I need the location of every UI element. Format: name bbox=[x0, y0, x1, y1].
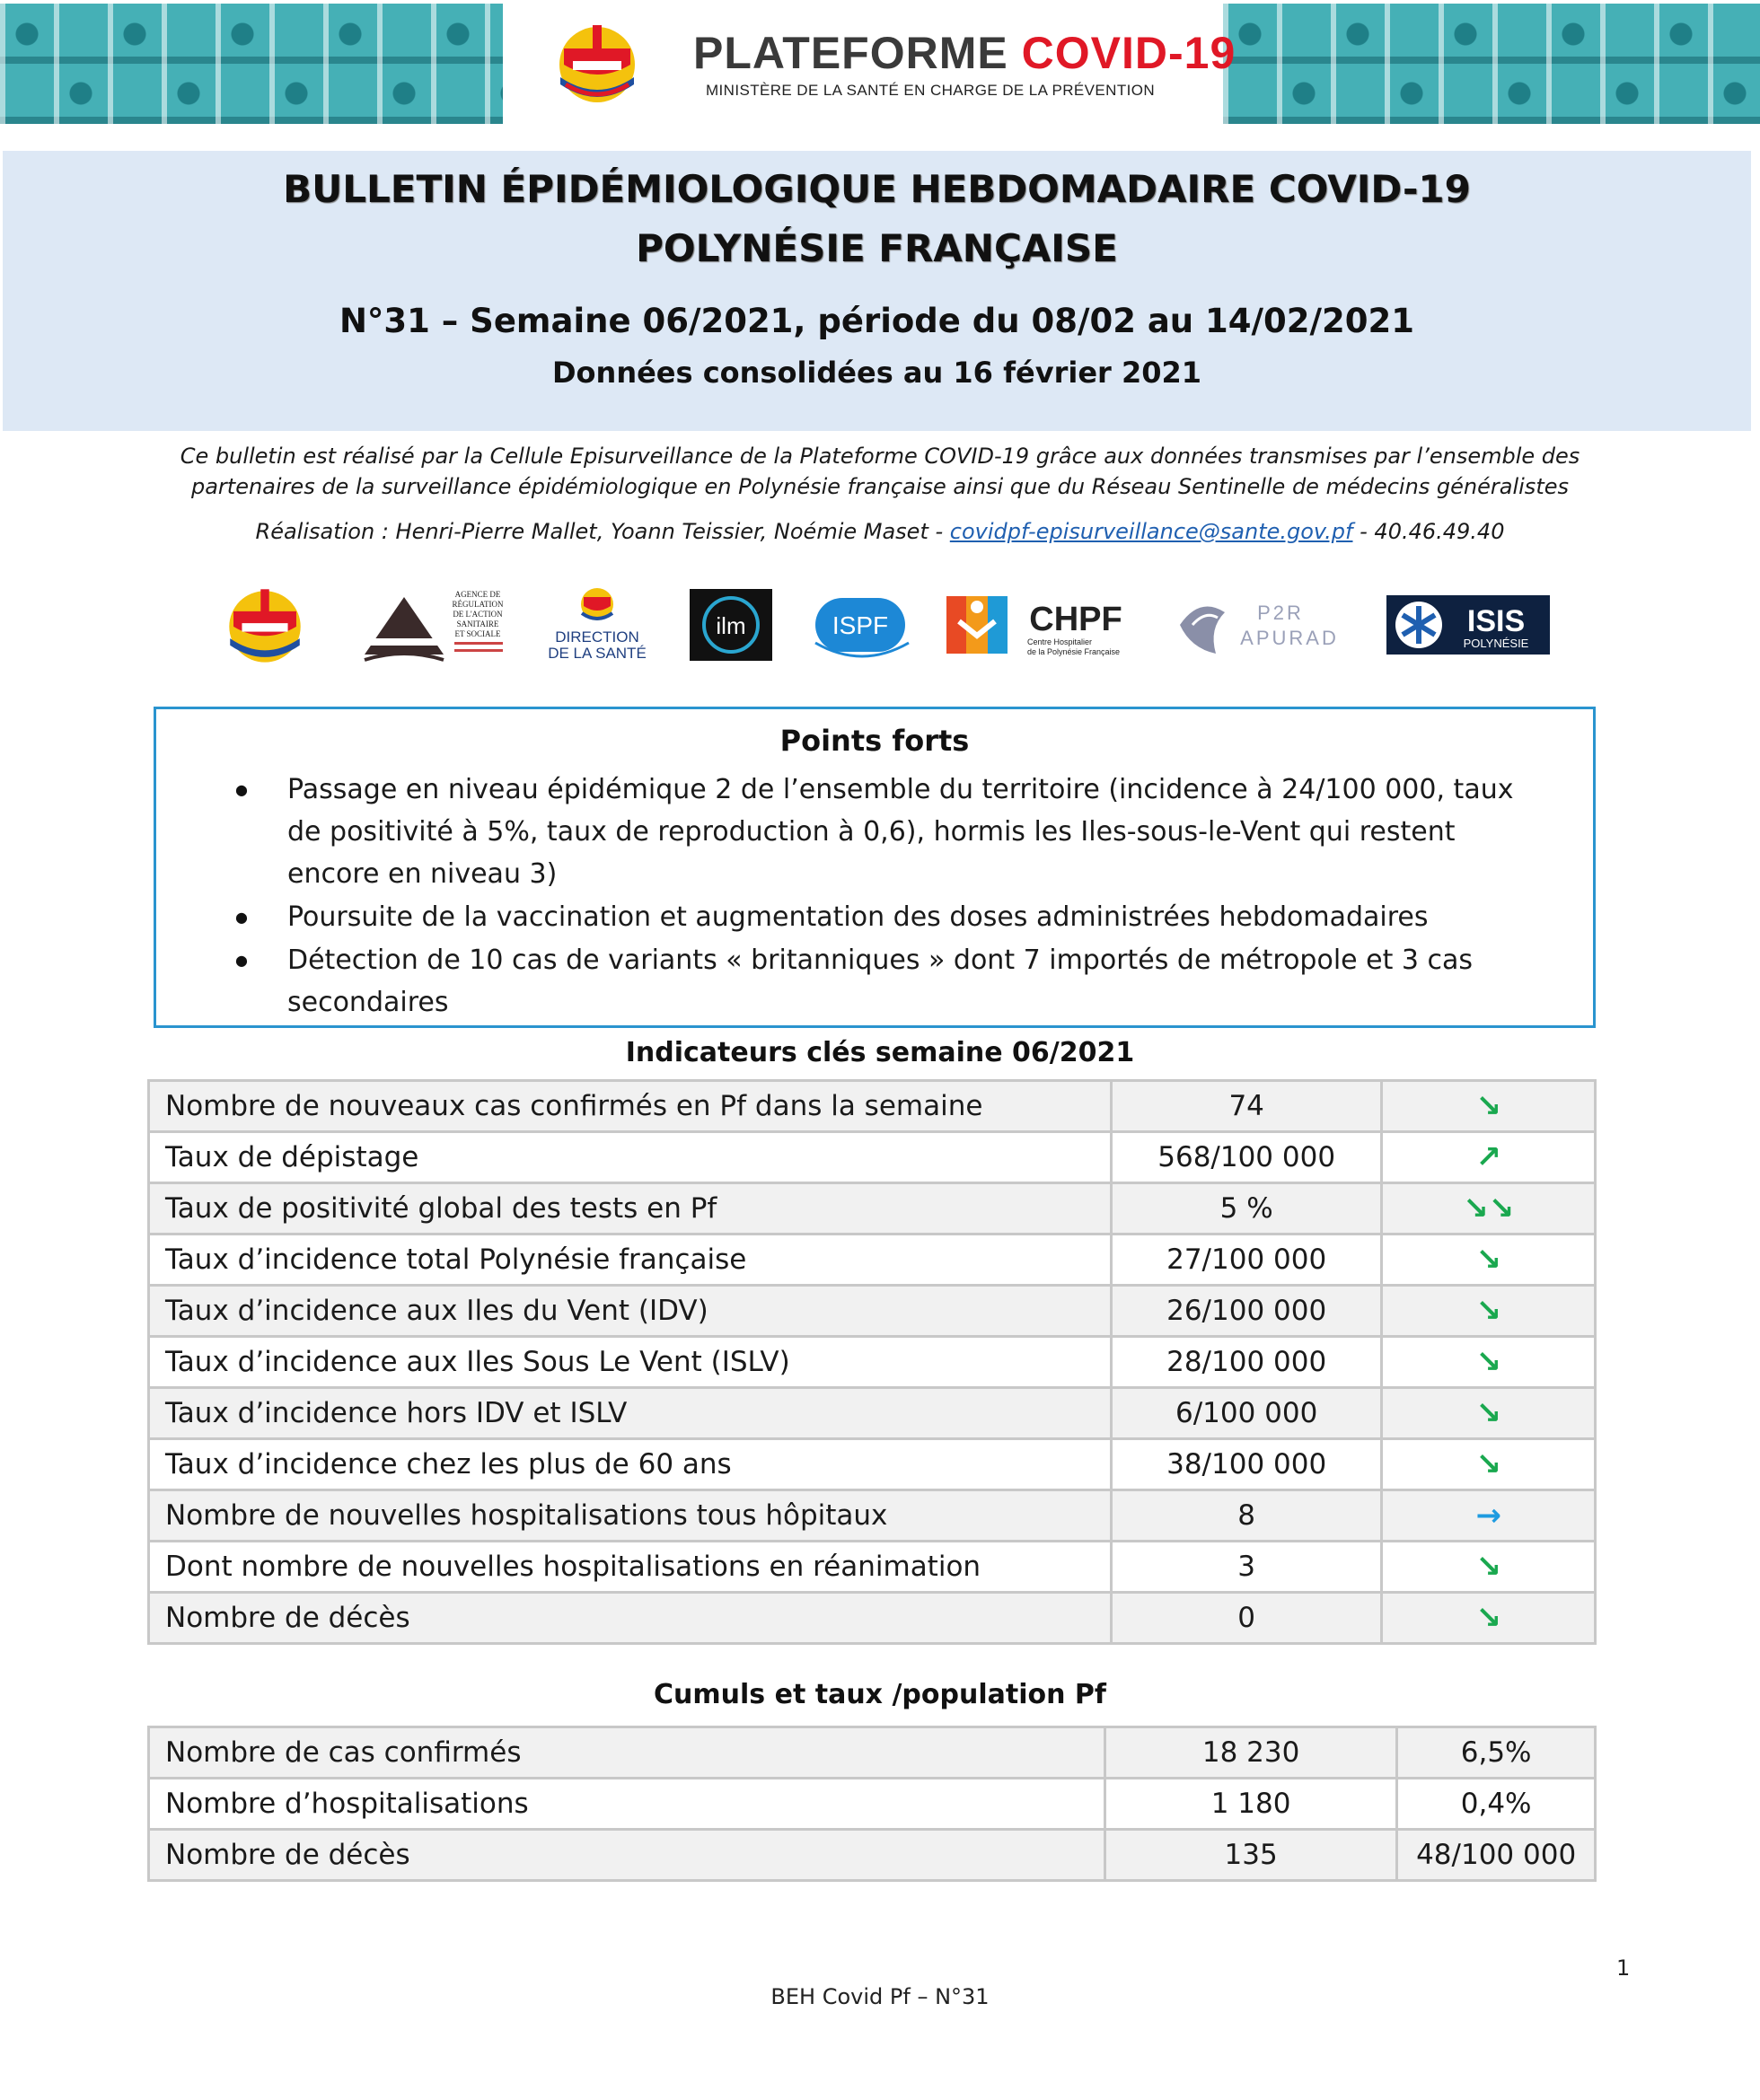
table-row bbox=[149, 1081, 1596, 1132]
chpf-text: CHPF bbox=[1029, 601, 1122, 638]
table-row bbox=[149, 1830, 1596, 1881]
indicator-value: 38/100 000 bbox=[1111, 1439, 1382, 1490]
trend-arrow-icon: ↘ bbox=[1475, 1446, 1501, 1482]
trend-arrow-icon: ↘ bbox=[1475, 1600, 1501, 1636]
ilm-text: ilm bbox=[716, 612, 746, 639]
trend-arrow-icon: ↗ bbox=[1475, 1139, 1501, 1175]
indicator-value: 26/100 000 bbox=[1111, 1286, 1382, 1337]
tapa-pattern-right bbox=[1223, 4, 1760, 124]
credits-suffix: - 40.46.49.40 bbox=[1352, 519, 1505, 544]
cumul-rate: 6,5% bbox=[1397, 1727, 1596, 1779]
trend-cell bbox=[1382, 1542, 1596, 1593]
header-banner bbox=[0, 0, 1760, 126]
table-row bbox=[149, 1542, 1596, 1593]
cumul-value: 135 bbox=[1104, 1830, 1396, 1881]
indicator-label: Taux d’incidence chez les plus de 60 ans bbox=[149, 1439, 1112, 1490]
points-forts-box bbox=[154, 707, 1596, 1028]
trend-cell bbox=[1382, 1183, 1596, 1235]
trend-cell bbox=[1382, 1593, 1596, 1644]
indicator-value: 568/100 000 bbox=[1111, 1132, 1382, 1183]
trend-cell bbox=[1382, 1490, 1596, 1542]
indicator-value: 3 bbox=[1111, 1542, 1382, 1593]
arass-text-5: ET SOCIALE bbox=[454, 629, 501, 638]
cumul-value: 18 230 bbox=[1104, 1727, 1396, 1779]
points-forts-list bbox=[156, 769, 1553, 1024]
trend-arrow-icon: ↘ bbox=[1475, 1088, 1501, 1124]
points-forts-title: Points forts bbox=[779, 724, 970, 758]
bulletin-title-line1: BULLETIN ÉPIDÉMIOLOGIQUE HEBDOMADAIRE COVID-19 bbox=[283, 167, 1471, 211]
trend-cell bbox=[1382, 1286, 1596, 1337]
ispf-icon bbox=[808, 589, 916, 661]
indicator-label: Dont nombre de nouvelles hospitalisations en réanimation bbox=[149, 1542, 1112, 1593]
points-forts-item: ● Passage en niveau épidémique 2 de l’ensemble du territoire (incidence à 24/100 000, taux de positivité à 5%, taux de reproduction à 0,6), hormis les Iles-sous-le-Vent qui restent encore en niveau 3) bbox=[287, 769, 1553, 895]
polynesia-coat-of-arms-logo bbox=[216, 584, 314, 666]
chpf-logo bbox=[945, 584, 1142, 666]
apurad-bottom-text: APURAD bbox=[1240, 627, 1339, 649]
direction-sante-icon bbox=[539, 584, 656, 665]
chpf-icon bbox=[945, 589, 1142, 661]
indicator-label: Nombre de décès bbox=[149, 1593, 1112, 1644]
indicator-value: 6/100 000 bbox=[1111, 1388, 1382, 1439]
arass-text-4: SANITAIRE bbox=[456, 619, 499, 628]
footer-text: BEH Covid Pf – N°31 bbox=[770, 1984, 990, 2009]
chpf-sub2: de la Polynésie Française bbox=[1027, 647, 1121, 656]
apurad-icon bbox=[1173, 589, 1368, 661]
indicator-label: Taux d’incidence total Polynésie française bbox=[149, 1235, 1112, 1286]
arass-text-3: DE L'ACTION bbox=[453, 610, 503, 619]
cumul-label: Nombre d’hospitalisations bbox=[149, 1779, 1105, 1830]
platform-title-part2: COVID-19 bbox=[1021, 28, 1236, 78]
trend-arrow-icon: ↘ bbox=[1475, 1293, 1501, 1329]
chpf-sub1: Centre Hospitalier bbox=[1027, 637, 1093, 646]
trend-arrow-icon: ↘ bbox=[1475, 1344, 1501, 1380]
trend-arrow-icon: ↘ bbox=[1475, 1395, 1501, 1431]
indicator-label: Taux d’incidence aux Iles Sous Le Vent (ISLV) bbox=[149, 1337, 1112, 1388]
bulletin-issue-line: N°31 – Semaine 06/2021, période du 08/02 au 14/02/2021 bbox=[339, 302, 1415, 340]
bulletin-title-line2: POLYNÉSIE FRANÇAISE bbox=[636, 226, 1118, 270]
page-number: 1 bbox=[1616, 1955, 1631, 1981]
cumul-rate: 48/100 000 bbox=[1397, 1830, 1596, 1881]
trend-arrow-icon: ↘ bbox=[1475, 1242, 1501, 1278]
trend-arrow-icon: → bbox=[1475, 1498, 1501, 1533]
indicators-table bbox=[147, 1079, 1597, 1645]
platform-title bbox=[693, 27, 1236, 79]
coat-of-arms-icon bbox=[218, 584, 312, 665]
ispf-logo bbox=[808, 584, 916, 666]
trend-cell bbox=[1382, 1388, 1596, 1439]
table-row bbox=[149, 1132, 1596, 1183]
cumul-rate: 0,4% bbox=[1397, 1779, 1596, 1830]
table-row bbox=[149, 1183, 1596, 1235]
ministry-subtitle: MINISTÈRE DE LA SANTÉ EN CHARGE DE LA PRÉVENTION bbox=[706, 82, 1156, 99]
indicators-caption: Indicateurs clés semaine 06/2021 bbox=[625, 1037, 1135, 1068]
indicator-label: Taux d’incidence hors IDV et ISLV bbox=[149, 1388, 1112, 1439]
contact-email-link[interactable]: covidpf-episurveillance@sante.gov.pf bbox=[949, 519, 1353, 544]
isis-text: ISIS bbox=[1466, 604, 1526, 638]
indicator-label: Taux de dépistage bbox=[149, 1132, 1112, 1183]
bulletin-consolidated-line: Données consolidées au 16 février 2021 bbox=[551, 356, 1201, 390]
credits-prefix: Réalisation : Henri-Pierre Mallet, Yoann Teissier, Noémie Maset - bbox=[255, 519, 950, 544]
indicator-value: 8 bbox=[1111, 1490, 1382, 1542]
trend-cell bbox=[1382, 1132, 1596, 1183]
indicator-value: 0 bbox=[1111, 1593, 1382, 1644]
table-row bbox=[149, 1337, 1596, 1388]
table-row bbox=[149, 1439, 1596, 1490]
indicator-value: 74 bbox=[1111, 1081, 1382, 1132]
table-row bbox=[149, 1727, 1596, 1779]
intro-line2: partenaires de la surveillance épidémiologique en Polynésie française ainsi que du Réseau Sentinelle de médecins généralistes bbox=[190, 474, 1569, 499]
trend-cell bbox=[1382, 1235, 1596, 1286]
cumuls-table bbox=[147, 1726, 1597, 1882]
direction-text-1: DIRECTION bbox=[555, 628, 639, 646]
cumul-value: 1 180 bbox=[1104, 1779, 1396, 1830]
table-row bbox=[149, 1235, 1596, 1286]
points-forts-item: ● Détection de 10 cas de variants « britanniques » dont 7 importés de métropole et 3 cas secondaires bbox=[287, 939, 1553, 1024]
ilm-icon bbox=[690, 589, 772, 661]
apurad-top-text: P2R bbox=[1257, 602, 1304, 624]
trend-cell bbox=[1382, 1337, 1596, 1388]
cumuls-caption: Cumuls et taux /population Pf bbox=[654, 1679, 1106, 1710]
bulletin-title-box bbox=[3, 151, 1751, 431]
trend-cell bbox=[1382, 1439, 1596, 1490]
indicator-value: 28/100 000 bbox=[1111, 1337, 1382, 1388]
direction-text-2: DE LA SANTÉ bbox=[548, 645, 647, 662]
arass-text-2: RÉGULATION bbox=[452, 600, 504, 609]
arass-text-1: AGENCE DE bbox=[454, 590, 501, 599]
isis-icon bbox=[1386, 593, 1550, 656]
indicator-label: Taux de positivité global des tests en Pf bbox=[149, 1183, 1112, 1235]
cumul-label: Nombre de décès bbox=[149, 1830, 1105, 1881]
direction-sante-logo bbox=[539, 584, 656, 666]
arass-logo bbox=[359, 584, 512, 666]
arass-emblem-icon bbox=[359, 584, 512, 665]
table-row bbox=[149, 1490, 1596, 1542]
table-row bbox=[149, 1779, 1596, 1830]
trend-arrow-icon: ↘↘ bbox=[1463, 1191, 1515, 1226]
isis-sub-text: POLYNÉSIE bbox=[1463, 637, 1529, 650]
indicator-label: Nombre de nouvelles hospitalisations tous hôpitaux bbox=[149, 1490, 1112, 1542]
table-row bbox=[149, 1286, 1596, 1337]
indicator-value: 27/100 000 bbox=[1111, 1235, 1382, 1286]
table-row bbox=[149, 1593, 1596, 1644]
ispf-text: ISPF bbox=[832, 611, 889, 639]
credits-line bbox=[36, 519, 1724, 544]
intro-line1: Ce bulletin est réalisé par la Cellule Episurveillance de la Plateforme COVID-19 grâce aux données transmises par l’ensemble des bbox=[180, 444, 1580, 469]
partner-logos bbox=[0, 584, 1760, 673]
trend-cell bbox=[1382, 1081, 1596, 1132]
points-forts-item: ● Poursuite de la vaccination et augmentation des doses administrées hebdomadaires bbox=[287, 896, 1553, 938]
apurad-logo bbox=[1173, 584, 1368, 666]
platform-title-part1: PLATEFORME bbox=[693, 28, 1008, 78]
isis-logo bbox=[1386, 584, 1550, 666]
indicator-label: Taux d’incidence aux Iles du Vent (IDV) bbox=[149, 1286, 1112, 1337]
tapa-pattern-left bbox=[0, 4, 503, 124]
cumul-label: Nombre de cas confirmés bbox=[149, 1727, 1105, 1779]
indicator-value: 5 % bbox=[1111, 1183, 1382, 1235]
trend-arrow-icon: ↘ bbox=[1475, 1549, 1501, 1585]
indicator-label: Nombre de nouveaux cas confirmés en Pf dans la semaine bbox=[149, 1081, 1112, 1132]
table-row bbox=[149, 1388, 1596, 1439]
ilm-logo bbox=[690, 584, 772, 666]
polynesia-coat-of-arms-icon bbox=[548, 22, 647, 104]
